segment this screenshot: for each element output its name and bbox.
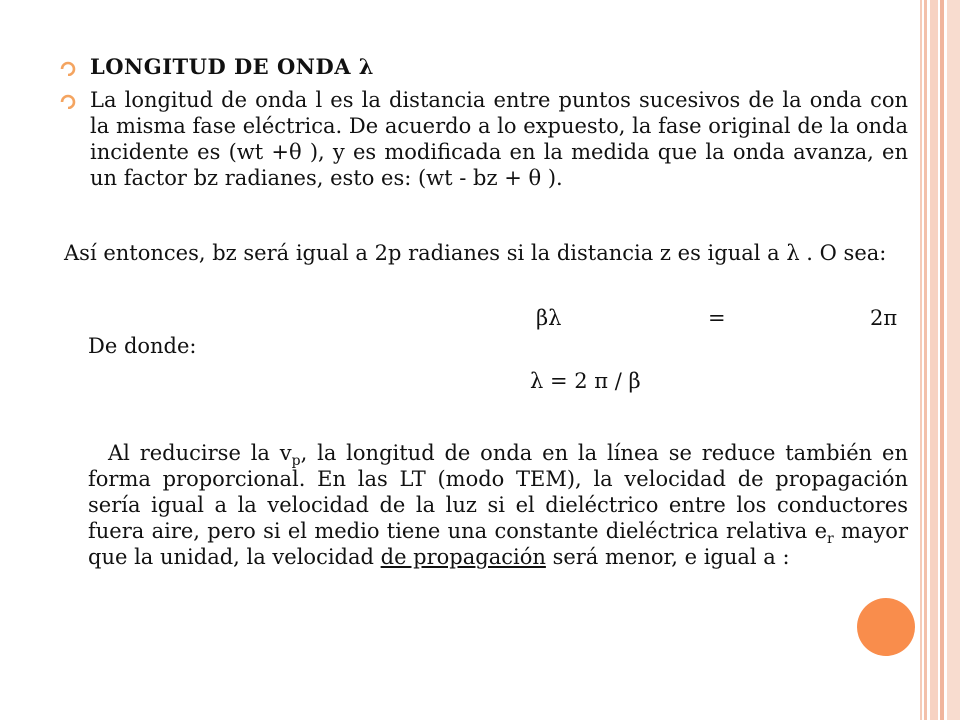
stripe — [947, 0, 960, 720]
bullet-icon — [60, 93, 76, 109]
p3-part2: , la longitud de onda en la línea se reduce también en forma proporcional. En las LT (modo TEM), la velocidad de propagación sería igual a la velocidad de la luz si el dieléctrico entre los conductores fuera aire, pero si el medio tiene una constante dieléctrica relativa e — [88, 441, 908, 543]
equation-2: λ = 2 π / β — [530, 369, 641, 393]
decorative-side-stripes — [920, 0, 960, 720]
p3-part3: mayor que la unidad, la velocidad — [88, 519, 908, 569]
stripe — [930, 0, 938, 720]
p3-part1: Al reducirse la v — [108, 441, 292, 465]
stripe — [940, 0, 944, 720]
de-donde-label: De donde: — [88, 334, 197, 358]
paragraph-2-text: Así entonces, bz será igual a 2p radianes si la distancia z es igual a λ . O sea: — [64, 241, 887, 265]
slide-title: LONGITUD DE ONDA λ — [90, 54, 375, 79]
equation-1-operator: = — [708, 306, 726, 330]
p3-part4: será menor, e igual a : — [545, 545, 790, 569]
paragraph-2 — [64, 240, 908, 266]
bullet-icon — [60, 60, 76, 76]
stripe — [920, 0, 922, 720]
p3-sub2: r — [827, 531, 834, 548]
paragraph-3 — [88, 440, 908, 570]
equation-1-left: βλ — [536, 306, 562, 330]
stripe — [924, 0, 927, 720]
decorative-orange-circle — [857, 598, 915, 656]
p3-underlined: de propagación — [380, 545, 546, 569]
p3-sub1: p — [291, 453, 301, 470]
equation-1-right: 2π — [870, 306, 898, 330]
paragraph-1: La longitud de onda l es la distancia entre puntos sucesivos de la onda con la misma fase eléctrica. De acuerdo a lo expuesto, la fase original de la onda incidente es (wt +θ ), y es modificada en la medida que la onda avanza, en un factor bz radianes, esto es: (wt - bz + θ ). — [90, 88, 908, 190]
